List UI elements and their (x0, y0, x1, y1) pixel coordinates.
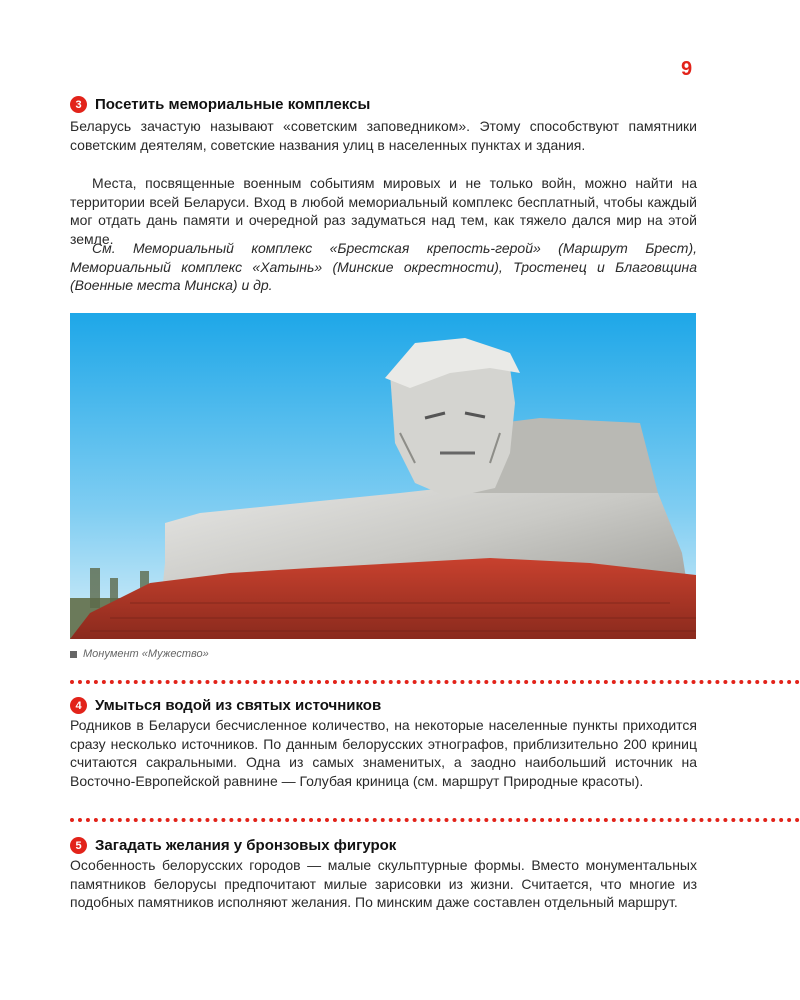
section-4-heading (70, 697, 381, 714)
section-3-title: Посетить мемориальные комплексы (95, 96, 371, 113)
page-number: 9 (681, 58, 693, 80)
section-5-number-badge: 5 (70, 837, 87, 854)
photo-caption (70, 648, 209, 660)
section-5-paragraph-1: Особенность белорусских городов — малые скульптурные формы. Вместо монументальных памятников белорусы предпочитают милые зарисовки из жизни. Считается, что многие из подобных памятников исполняют желания. По минским даже составлен отдельный маршрут. (70, 857, 697, 911)
section-5-heading (70, 837, 396, 854)
section-3-paragraph-2: Места, посвященные военным событиям мировых и не только войн, можно найти на территории всей Беларуси. Вход в любой мемориальный комплекс бесплатный, чтобы каждый мог отдать дань памяти и очередной раз задуматься над тем, как тяжело дался мир на этой земле. (70, 175, 697, 247)
caption-square-icon (70, 651, 77, 658)
section-4-title: Умыться водой из святых источников (95, 697, 382, 714)
photo-caption-text: Монумент «Мужество» (83, 648, 209, 660)
section-3-heading (70, 96, 370, 113)
monument-illustration (70, 313, 696, 639)
dotted-divider-2 (70, 818, 800, 822)
dotted-divider-1 (70, 680, 800, 684)
section-3-paragraph-3: См. Мемориальный комплекс «Брестская крепость-герой» (Маршрут Брест), Мемориальный комплекс «Хатынь» (Минские окрестности), Тростенец и Благовщина (Военные места Минска) и др. (70, 240, 697, 294)
section-3-number-badge: 3 (70, 96, 87, 113)
section-4-paragraph-1: Родников в Беларуси бесчисленное количество, на некоторые населенные пункты приходится сразу несколько источников. По данным белорусских этнографов, приблизительно 200 криниц считаются сакральными. Одна из самых знаменитых, а заодно наибольший источник на Восточно-Европейской равнине — Голубая криница (см. маршрут Природные красоты). (70, 717, 697, 789)
monument-photo (70, 313, 696, 639)
section-5-title: Загадать желания у бронзовых фигурок (95, 837, 397, 854)
section-4-number-badge: 4 (70, 697, 87, 714)
section-3-paragraph-1: Беларусь зачастую называют «советским заповедником». Этому способствуют памятники советским деятелям, советские названия улиц в населенных пунктах и здания. (70, 118, 697, 153)
